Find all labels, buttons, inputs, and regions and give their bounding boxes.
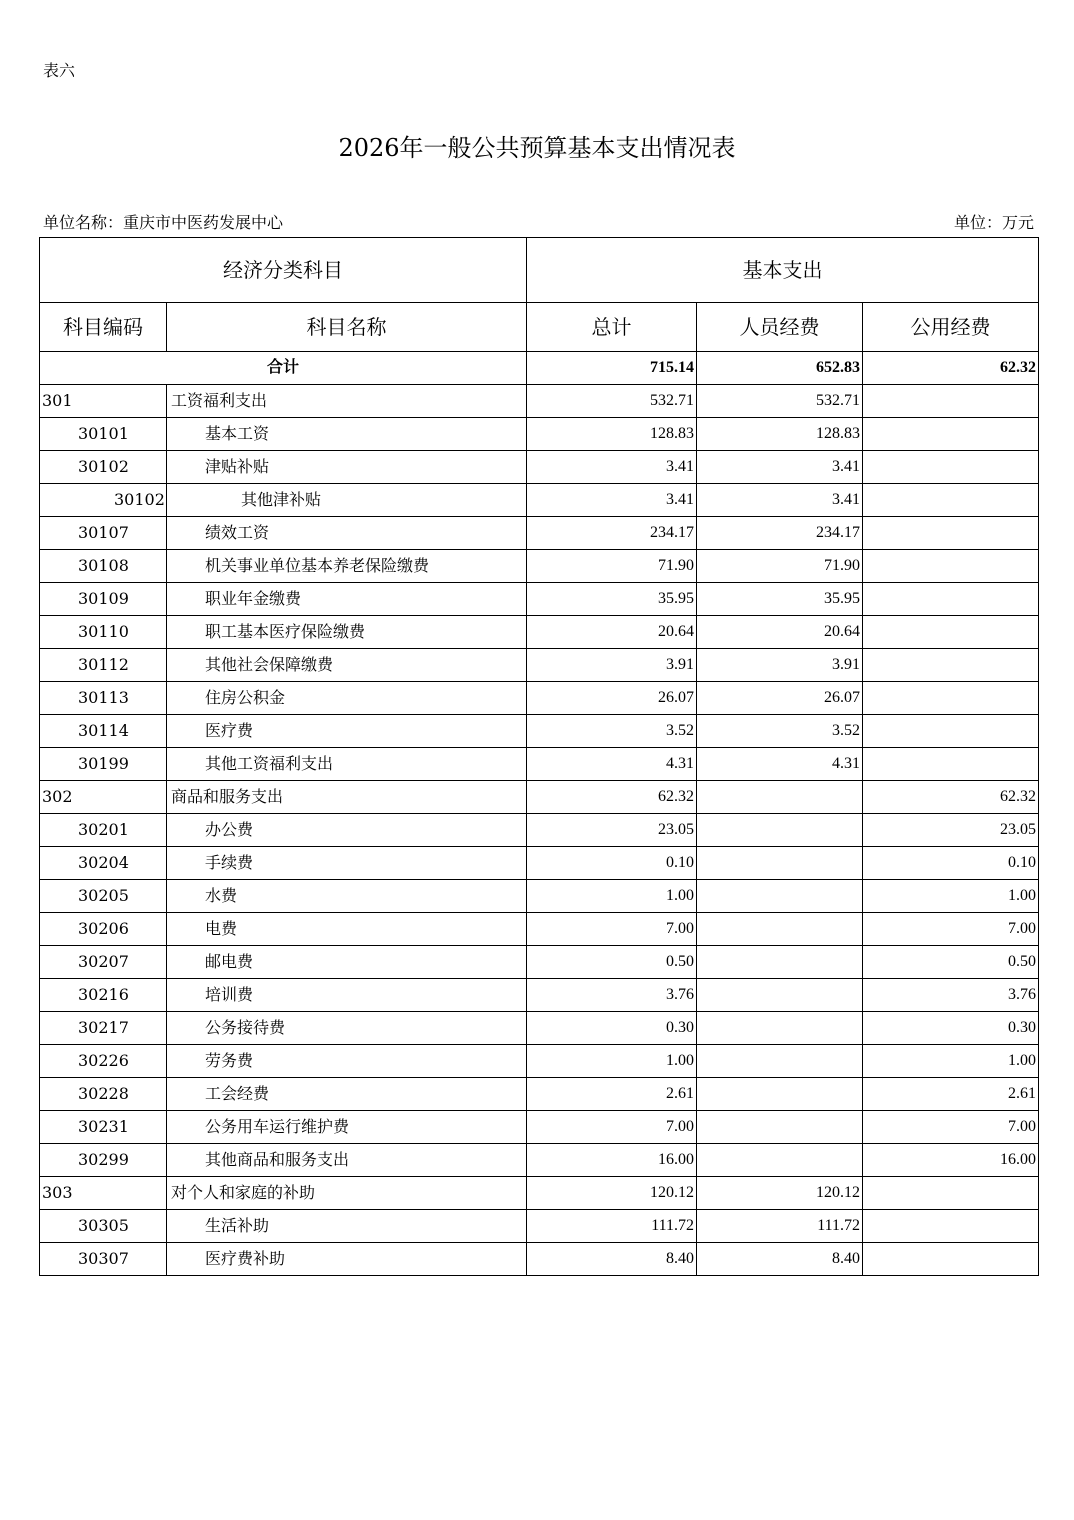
header-personnel-expense: 人员经费 (697, 303, 863, 352)
row-name: 其他津补贴 (167, 484, 527, 517)
row-public (863, 682, 1039, 715)
table-row (40, 880, 1039, 913)
currency-unit-label: 单位：万元 (953, 213, 1034, 232)
row-personnel: 20.64 (697, 616, 863, 649)
header-row-columns (40, 303, 1039, 352)
row-code: 30108 (40, 550, 167, 583)
table-row (40, 616, 1039, 649)
table-row (40, 1078, 1039, 1111)
row-code: 30231 (40, 1111, 167, 1144)
row-total: 4.31 (527, 748, 697, 781)
row-public: 3.76 (863, 979, 1039, 1012)
row-name: 培训费 (167, 979, 527, 1012)
row-code: 30228 (40, 1078, 167, 1111)
row-personnel: 26.07 (697, 682, 863, 715)
row-personnel: 3.52 (697, 715, 863, 748)
row-personnel (697, 1012, 863, 1045)
row-code: 30217 (40, 1012, 167, 1045)
row-name: 医疗费补助 (167, 1243, 527, 1276)
row-public (863, 649, 1039, 682)
header-economic-classification: 经济分类科目 (40, 238, 527, 303)
table-row (40, 946, 1039, 979)
row-personnel (697, 880, 863, 913)
row-personnel: 3.41 (697, 451, 863, 484)
row-public (863, 1177, 1039, 1210)
row-total: 532.71 (527, 385, 697, 418)
row-total: 3.52 (527, 715, 697, 748)
unit-name-label: 单位名称：重庆市中医药发展中心 (43, 213, 284, 232)
row-name: 劳务费 (167, 1045, 527, 1078)
row-name: 其他社会保障缴费 (167, 649, 527, 682)
row-personnel (697, 1045, 863, 1078)
budget-table (39, 237, 1039, 1276)
row-public (863, 484, 1039, 517)
row-public (863, 451, 1039, 484)
row-public (863, 550, 1039, 583)
row-personnel: 532.71 (697, 385, 863, 418)
row-public: 1.00 (863, 880, 1039, 913)
row-total: 3.41 (527, 484, 697, 517)
row-name: 其他工资福利支出 (167, 748, 527, 781)
row-total: 0.30 (527, 1012, 697, 1045)
row-total: 2.61 (527, 1078, 697, 1111)
row-total: 1.00 (527, 1045, 697, 1078)
table-row (40, 682, 1039, 715)
row-public: 7.00 (863, 1111, 1039, 1144)
row-code: 30305 (40, 1210, 167, 1243)
row-personnel (697, 847, 863, 880)
row-code: 30110 (40, 616, 167, 649)
row-name: 机关事业单位基本养老保险缴费 (167, 550, 527, 583)
table-row (40, 484, 1039, 517)
row-personnel: 8.40 (697, 1243, 863, 1276)
row-name: 对个人和家庭的补助 (167, 1177, 527, 1210)
row-name: 津贴补贴 (167, 451, 527, 484)
row-total: 7.00 (527, 913, 697, 946)
row-personnel (697, 781, 863, 814)
header-total: 总计 (527, 303, 697, 352)
row-public (863, 616, 1039, 649)
row-name: 工资福利支出 (167, 385, 527, 418)
row-total: 3.76 (527, 979, 697, 1012)
row-total: 128.83 (527, 418, 697, 451)
table-row (40, 517, 1039, 550)
row-name: 生活补助 (167, 1210, 527, 1243)
row-code: 30199 (40, 748, 167, 781)
page-title: 2026年一般公共预算基本支出情况表 (338, 134, 736, 162)
row-personnel (697, 1078, 863, 1111)
row-code: 30107 (40, 517, 167, 550)
row-personnel: 3.41 (697, 484, 863, 517)
header-basic-expenditure: 基本支出 (527, 238, 1039, 303)
row-total: 62.32 (527, 781, 697, 814)
total-public: 62.32 (863, 352, 1039, 385)
row-personnel (697, 1111, 863, 1144)
table-row (40, 1243, 1039, 1276)
row-name: 医疗费 (167, 715, 527, 748)
row-public: 62.32 (863, 781, 1039, 814)
row-personnel: 234.17 (697, 517, 863, 550)
table-row (40, 979, 1039, 1012)
row-total: 3.41 (527, 451, 697, 484)
table-row (40, 583, 1039, 616)
row-name: 手续费 (167, 847, 527, 880)
table-row (40, 847, 1039, 880)
table-row (40, 748, 1039, 781)
row-total: 0.50 (527, 946, 697, 979)
row-code: 30307 (40, 1243, 167, 1276)
row-personnel: 35.95 (697, 583, 863, 616)
row-code: 30216 (40, 979, 167, 1012)
row-code: 30207 (40, 946, 167, 979)
table-row (40, 814, 1039, 847)
row-total: 111.72 (527, 1210, 697, 1243)
row-name: 基本工资 (167, 418, 527, 451)
row-personnel (697, 979, 863, 1012)
row-name: 职业年金缴费 (167, 583, 527, 616)
row-code: 303 (40, 1177, 167, 1210)
table-row (40, 781, 1039, 814)
row-public: 0.10 (863, 847, 1039, 880)
row-total: 1.00 (527, 880, 697, 913)
row-code: 302 (40, 781, 167, 814)
header-row-group (40, 238, 1039, 303)
table-row (40, 1144, 1039, 1177)
row-public: 0.30 (863, 1012, 1039, 1045)
table-row (40, 385, 1039, 418)
row-public: 7.00 (863, 913, 1039, 946)
table-row (40, 1177, 1039, 1210)
row-personnel: 3.91 (697, 649, 863, 682)
row-code: 30226 (40, 1045, 167, 1078)
row-name: 其他商品和服务支出 (167, 1144, 527, 1177)
table-row (40, 1045, 1039, 1078)
row-code: 30112 (40, 649, 167, 682)
row-code: 30206 (40, 913, 167, 946)
total-personnel: 652.83 (697, 352, 863, 385)
row-name: 商品和服务支出 (167, 781, 527, 814)
row-personnel (697, 946, 863, 979)
row-public (863, 517, 1039, 550)
row-name: 工会经费 (167, 1078, 527, 1111)
row-public (863, 715, 1039, 748)
row-name: 住房公积金 (167, 682, 527, 715)
row-code: 30201 (40, 814, 167, 847)
row-public (863, 418, 1039, 451)
row-personnel (697, 1144, 863, 1177)
row-public (863, 748, 1039, 781)
row-code: 30204 (40, 847, 167, 880)
table-row (40, 1210, 1039, 1243)
row-name: 电费 (167, 913, 527, 946)
row-code: 301 (40, 385, 167, 418)
header-public-expense: 公用经费 (863, 303, 1039, 352)
table-row (40, 715, 1039, 748)
row-total: 3.91 (527, 649, 697, 682)
table-number-label: 表六 (43, 61, 76, 80)
row-total: 234.17 (527, 517, 697, 550)
row-code: 30101 (40, 418, 167, 451)
row-total: 16.00 (527, 1144, 697, 1177)
row-total: 0.10 (527, 847, 697, 880)
table-row (40, 550, 1039, 583)
row-code: 30102 (40, 451, 167, 484)
row-public: 2.61 (863, 1078, 1039, 1111)
row-code: 30299 (40, 1144, 167, 1177)
table-row (40, 418, 1039, 451)
row-public (863, 1210, 1039, 1243)
table-row (40, 1111, 1039, 1144)
total-row (40, 352, 1039, 385)
row-total: 8.40 (527, 1243, 697, 1276)
row-name: 办公费 (167, 814, 527, 847)
row-name: 公务接待费 (167, 1012, 527, 1045)
row-total: 7.00 (527, 1111, 697, 1144)
row-personnel: 111.72 (697, 1210, 863, 1243)
row-personnel: 4.31 (697, 748, 863, 781)
header-subject-code: 科目编码 (40, 303, 167, 352)
row-code: 30205 (40, 880, 167, 913)
row-public: 23.05 (863, 814, 1039, 847)
total-total: 715.14 (527, 352, 697, 385)
row-total: 20.64 (527, 616, 697, 649)
row-name: 公务用车运行维护费 (167, 1111, 527, 1144)
row-public: 16.00 (863, 1144, 1039, 1177)
row-name: 绩效工资 (167, 517, 527, 550)
row-personnel (697, 814, 863, 847)
table-row (40, 451, 1039, 484)
row-public: 1.00 (863, 1045, 1039, 1078)
row-public: 0.50 (863, 946, 1039, 979)
total-label: 合计 (40, 352, 527, 385)
row-total: 26.07 (527, 682, 697, 715)
row-name: 水费 (167, 880, 527, 913)
row-total: 120.12 (527, 1177, 697, 1210)
row-personnel: 71.90 (697, 550, 863, 583)
row-total: 23.05 (527, 814, 697, 847)
row-public (863, 583, 1039, 616)
row-name: 邮电费 (167, 946, 527, 979)
row-public (863, 1243, 1039, 1276)
row-code: 30113 (40, 682, 167, 715)
row-personnel (697, 913, 863, 946)
table-row (40, 649, 1039, 682)
row-personnel: 128.83 (697, 418, 863, 451)
table-row (40, 1012, 1039, 1045)
header-subject-name: 科目名称 (167, 303, 527, 352)
row-public (863, 385, 1039, 418)
row-code: 30109 (40, 583, 167, 616)
row-total: 71.90 (527, 550, 697, 583)
row-code: 30102 (40, 484, 167, 517)
row-code: 30114 (40, 715, 167, 748)
row-total: 35.95 (527, 583, 697, 616)
row-personnel: 120.12 (697, 1177, 863, 1210)
table-row (40, 913, 1039, 946)
row-name: 职工基本医疗保险缴费 (167, 616, 527, 649)
